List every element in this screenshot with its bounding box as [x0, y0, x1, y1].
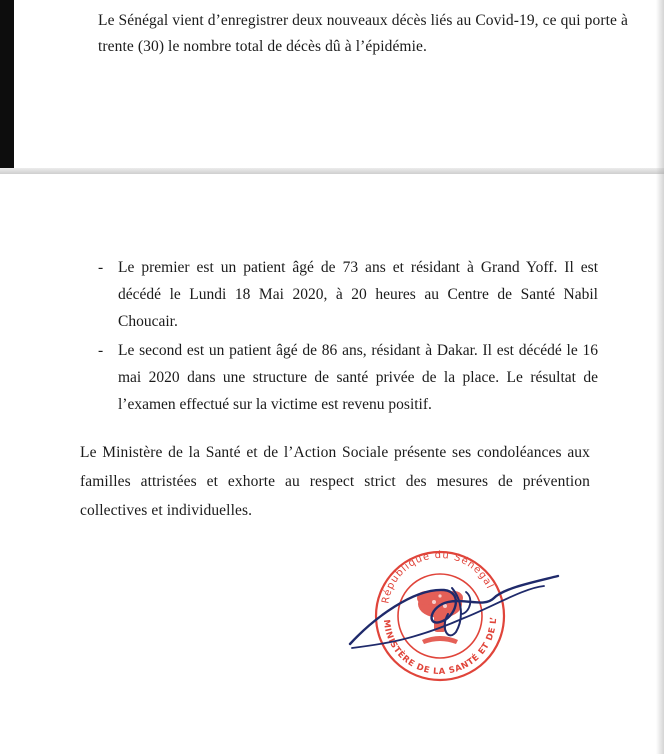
stamp-seal-icon	[344, 548, 574, 688]
death-details-list	[98, 254, 598, 420]
bullet-dash: -	[98, 342, 104, 359]
closing-paragraph: Le Ministère de la Santé et de l’Action Sociale présente ses condoléances aux familles attristées et exhorte au respect strict des mesures de prévention collectives et individuelles.	[80, 444, 590, 519]
list-item	[98, 254, 598, 335]
bullet-dash: -	[98, 259, 104, 276]
official-stamp-and-signature	[344, 548, 574, 688]
bullet-text-second-patient: Le second est un patient âgé de 86 ans, résidant à Dakar. Il est décédé le 16 mai 2020 dans une structure de santé privée de la place. Le résultat de l’examen effectué sur la victime est revenu positif.	[118, 342, 598, 413]
page-fragment-bottom	[0, 174, 664, 754]
svg-text:République du Sénégal: République du Sénégal	[380, 549, 496, 605]
page-edge-shadow	[656, 0, 664, 754]
list-item	[98, 337, 598, 418]
bullet-text-first-patient: Le premier est un patient âgé de 73 ans et résidant à Grand Yoff. Il est décédé le Lundi 18 Mai 2020, à 20 heures au Centre de Santé Nabil Choucair.	[118, 259, 598, 330]
page-fragment-top	[0, 0, 664, 168]
intro-paragraph: Le Sénégal vient d’enregistrer deux nouveaux décès liés au Covid-19, ce qui porte à trente (30) le nombre total de décès dû à l’épidémie.	[98, 12, 628, 55]
svg-text:MINISTÈRE DE LA SANTÉ ET DE L’: MINISTÈRE DE LA SANTÉ ET DE L’	[380, 616, 500, 678]
